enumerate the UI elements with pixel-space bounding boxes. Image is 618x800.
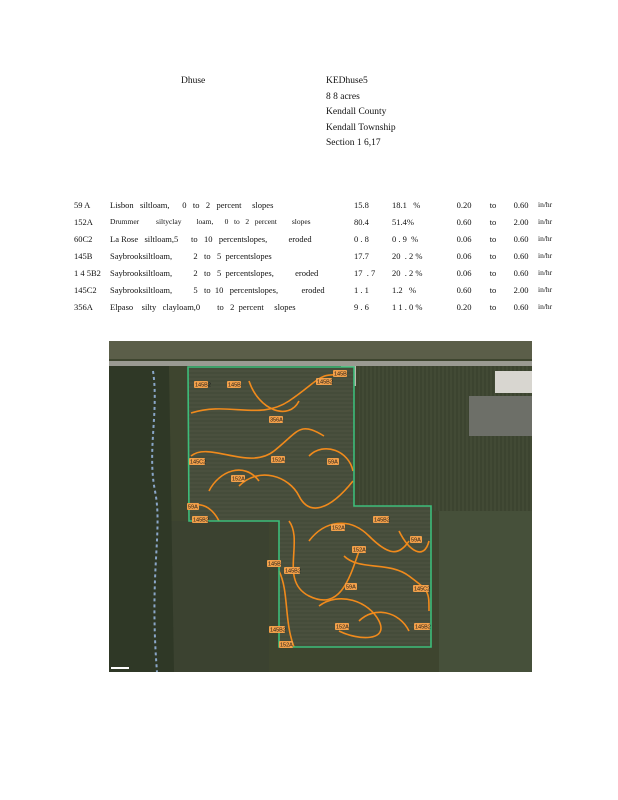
permeability-high: 0.60 bbox=[513, 250, 529, 261]
soil-label bbox=[267, 560, 281, 568]
soil-acres: 17 . 7 bbox=[354, 267, 376, 278]
soil-label bbox=[227, 381, 241, 389]
soil-label bbox=[414, 623, 431, 631]
soil-name: Saybrooksiltloam, 2 to 5 percentslopes, eroded bbox=[110, 267, 319, 278]
svg-text:152A: 152A bbox=[232, 476, 245, 483]
permeability-to: to bbox=[489, 267, 497, 278]
soil-percent: 0 . 9 % bbox=[392, 233, 419, 244]
permeability-to: to bbox=[489, 284, 497, 295]
svg-text:152A: 152A bbox=[280, 642, 293, 649]
table-row bbox=[74, 264, 564, 281]
soil-label bbox=[373, 516, 390, 524]
soil-percent: 20 . 2 % bbox=[392, 250, 423, 261]
soil-symbol: 59 A bbox=[74, 199, 91, 210]
table-row bbox=[74, 213, 564, 230]
farm-id: KEDhuse5 bbox=[326, 76, 368, 86]
permeability-low: 0.06 bbox=[456, 267, 472, 278]
top-field-strip bbox=[109, 341, 532, 359]
svg-text:145B2: 145B2 bbox=[374, 517, 390, 524]
permeability-low: 0.06 bbox=[456, 233, 472, 244]
aerial-soil-map bbox=[109, 341, 532, 672]
soil-name: La Rose siltloam,5 to 10 percentslopes, eroded bbox=[110, 233, 312, 244]
svg-text:152A: 152A bbox=[332, 525, 345, 532]
permeability-to: to bbox=[489, 216, 497, 227]
svg-text:145B2: 145B2 bbox=[317, 379, 333, 386]
soil-label bbox=[352, 546, 366, 554]
township: Kendall Township bbox=[326, 122, 396, 133]
soil-percent: 1 1 . 0 % bbox=[392, 301, 423, 312]
soil-label bbox=[279, 641, 293, 649]
permeability-to: to bbox=[489, 301, 497, 312]
scale-bar bbox=[111, 667, 129, 669]
permeability-unit: in/hr bbox=[538, 285, 553, 294]
soil-label bbox=[316, 378, 333, 386]
soil-symbol: 1 4 5B2 bbox=[74, 267, 101, 278]
soil-acres: 15.8 bbox=[354, 199, 369, 210]
soil-label bbox=[187, 503, 199, 511]
soil-name: Lisbon siltloam, 0 to 2 percent slopes bbox=[110, 199, 274, 210]
soil-percent: 20 . 2 % bbox=[392, 267, 423, 278]
table-row bbox=[74, 281, 564, 298]
table-row bbox=[74, 298, 564, 315]
soil-label bbox=[333, 370, 347, 378]
svg-text:145B: 145B bbox=[268, 561, 281, 568]
svg-text:59A: 59A bbox=[346, 584, 356, 591]
soil-symbol: 152A bbox=[74, 216, 93, 227]
soil-label bbox=[231, 475, 245, 483]
svg-text:145B: 145B bbox=[334, 371, 347, 378]
soil-symbol: 60C2 bbox=[74, 233, 93, 244]
permeability-to: to bbox=[489, 250, 497, 261]
soil-acres: 1 . 1 bbox=[354, 284, 369, 295]
soil-label bbox=[335, 623, 349, 631]
building bbox=[495, 371, 532, 393]
section: Section 1 6,17 bbox=[326, 138, 381, 148]
soil-label bbox=[345, 583, 357, 591]
svg-text:145B2: 145B2 bbox=[415, 624, 431, 631]
table-row bbox=[74, 247, 564, 264]
permeability-low: 0.60 bbox=[456, 284, 472, 295]
soil-acres: 9 . 6 bbox=[354, 301, 369, 312]
west-woodland bbox=[109, 366, 174, 672]
soil-label bbox=[331, 524, 345, 532]
permeability-unit: in/hr bbox=[538, 200, 553, 209]
soil-label bbox=[410, 536, 422, 544]
svg-text:145B: 145B bbox=[228, 382, 241, 389]
road bbox=[109, 361, 532, 366]
soil-name: Saybrooksiltloam, 2 to 5 percentslopes bbox=[110, 250, 272, 261]
soil-symbol: 145C2 bbox=[74, 284, 97, 295]
permeability-unit: in/hr bbox=[538, 268, 553, 277]
header-info-block bbox=[326, 74, 396, 152]
svg-text:145B2: 145B2 bbox=[193, 517, 209, 524]
soil-percent: 1.2 % bbox=[392, 284, 417, 295]
soil-label bbox=[269, 416, 283, 424]
permeability-low: 0.60 bbox=[456, 216, 472, 227]
soil-acres: 0 . 8 bbox=[354, 233, 369, 244]
soil-acres: 17.7 bbox=[354, 250, 369, 261]
permeability-high: 2.00 bbox=[513, 216, 529, 227]
soil-label bbox=[413, 585, 430, 593]
permeability-high: 0.60 bbox=[513, 199, 529, 210]
owner-name: Dhuse bbox=[181, 76, 206, 86]
soil-percent: 18.1 % bbox=[392, 199, 421, 210]
permeability-low: 0.20 bbox=[456, 301, 472, 312]
svg-text:145C2: 145C2 bbox=[190, 459, 207, 466]
soil-name: Saybrooksiltloam, 5 to 10 percentslopes, eroded bbox=[110, 284, 325, 295]
soil-label bbox=[271, 456, 285, 464]
svg-text:59A: 59A bbox=[328, 459, 338, 466]
soil-label bbox=[327, 458, 339, 466]
soil-name: Drummer siltyclay loam, 0 to 2 percent slopes bbox=[110, 217, 311, 226]
svg-text:356A: 356A bbox=[270, 417, 283, 424]
soil-symbol: 356A bbox=[74, 301, 93, 312]
soil-acres: 80.4 bbox=[354, 216, 369, 227]
table-row bbox=[74, 230, 564, 247]
permeability-high: 0.60 bbox=[513, 301, 529, 312]
permeability-high: 0.60 bbox=[513, 233, 529, 244]
permeability-unit: in/hr bbox=[538, 234, 553, 243]
soil-table bbox=[74, 196, 564, 315]
soil-label bbox=[194, 381, 211, 389]
permeability-to: to bbox=[489, 199, 497, 210]
southwest-field bbox=[169, 521, 269, 672]
permeability-unit: in/hr bbox=[538, 251, 553, 260]
permeability-unit: in/hr bbox=[538, 302, 553, 311]
svg-text:145B2: 145B2 bbox=[285, 568, 301, 575]
permeability-high: 2.00 bbox=[513, 284, 529, 295]
soil-label bbox=[284, 567, 301, 575]
soil-map-svg bbox=[109, 341, 532, 672]
table-row bbox=[74, 196, 564, 213]
soil-name: Elpaso silty clayloam,0 to 2 percent slopes bbox=[110, 301, 296, 312]
svg-text:145C2: 145C2 bbox=[414, 586, 431, 593]
header-owner-block bbox=[181, 74, 205, 90]
county: Kendall County bbox=[326, 107, 387, 117]
svg-text:152A: 152A bbox=[336, 624, 349, 631]
svg-text:145B2: 145B2 bbox=[195, 382, 211, 389]
permeability-low: 0.20 bbox=[456, 199, 472, 210]
soil-label bbox=[192, 516, 209, 524]
southeast-field bbox=[439, 511, 532, 672]
soil-label bbox=[189, 458, 206, 466]
permeability-unit: in/hr bbox=[538, 217, 553, 226]
soil-symbol: 145B bbox=[74, 250, 93, 261]
svg-text:145B2: 145B2 bbox=[270, 627, 286, 634]
permeability-low: 0.06 bbox=[456, 250, 472, 261]
parking-lot bbox=[469, 396, 532, 436]
svg-text:152A: 152A bbox=[353, 547, 366, 554]
acres: 8 8 acres bbox=[326, 91, 360, 102]
permeability-to: to bbox=[489, 233, 497, 244]
svg-text:152A: 152A bbox=[272, 457, 285, 464]
svg-text:59A: 59A bbox=[188, 504, 198, 511]
permeability-high: 0.60 bbox=[513, 267, 529, 278]
svg-text:59A: 59A bbox=[411, 537, 421, 544]
soil-label bbox=[269, 626, 286, 634]
soil-percent: 51.4% bbox=[392, 216, 414, 227]
